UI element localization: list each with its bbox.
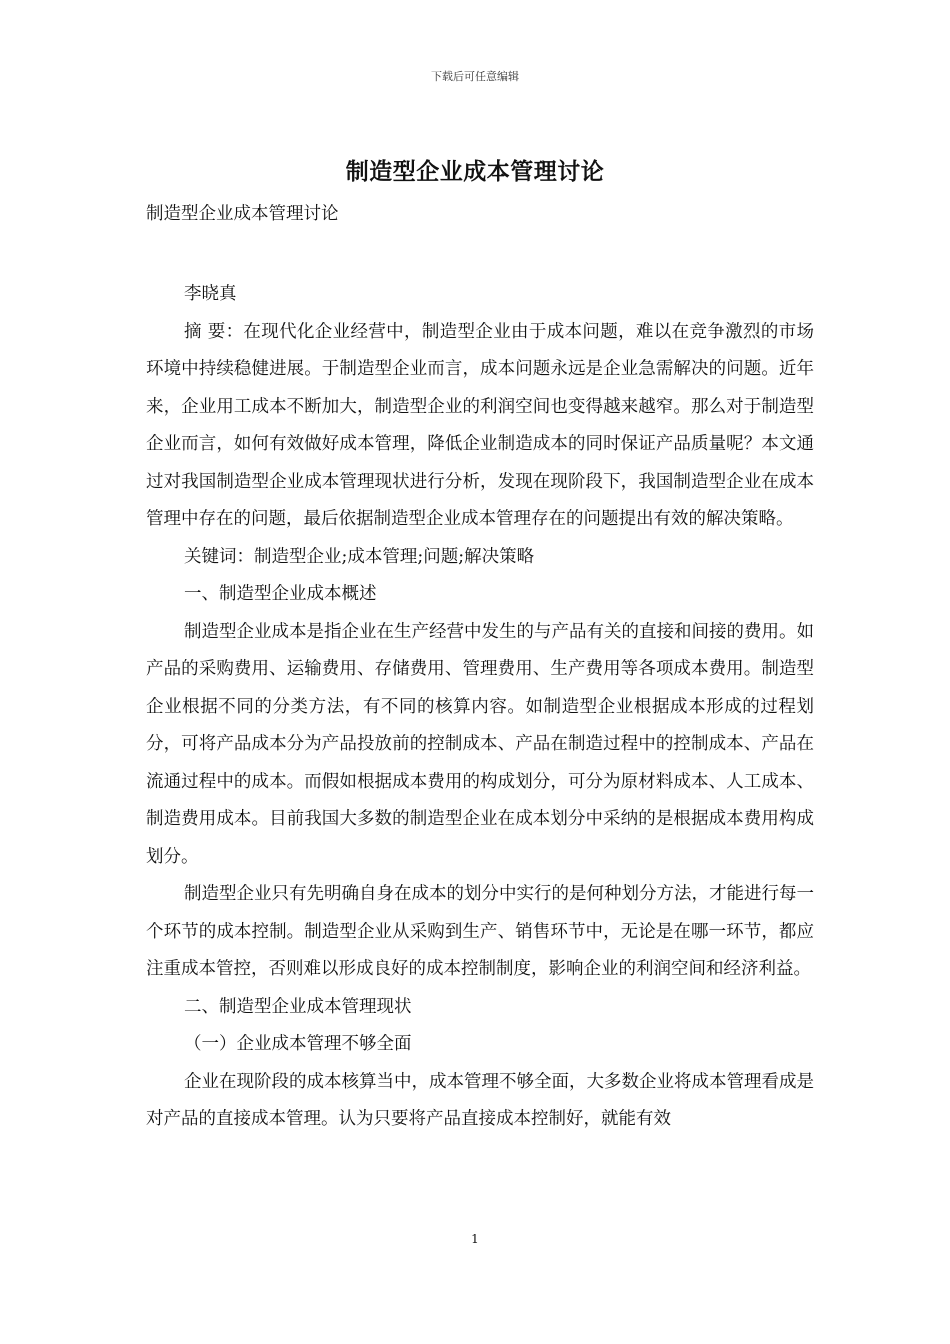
- body-paragraph: 企业在现阶段的成本核算当中，成本管理不够全面，大多数企业将成本管理看成是对产品的直接成本管理。认为只要将产品直接成本控制好，就能有效: [146, 1071, 814, 1129]
- body-paragraph: 制造型企业成本是指企业在生产经营中发生的与产品有关的直接和间接的费用。如产品的采购费用、运输费用、存储费用、管理费用、生产费用等各项成本费用。制造型企业根据不同的分类方法，有不同的核算内容。如制造型企业根据成本形成的过程划分，可将产品成本分为产品投放前的控制成本、产品在制造过程中的控制成本、产品在流通过程中的成本。而假如根据成本费用的构成划分，可分为原材料成本、人工成本、制造费用成本。目前我国大多数的制造型企业在成本划分中采纳的是根据成本费用构成划分。: [146, 621, 814, 867]
- section-heading-1: 一、制造型企业成本概述: [184, 584, 377, 604]
- section-heading-2: 二、制造型企业成本管理现状: [184, 996, 412, 1017]
- page-number: 1: [471, 1232, 479, 1246]
- document-subtitle: 制造型企业成本管理讨论: [146, 204, 339, 224]
- keywords-paragraph: 关键词：制造型企业;成本管理;问题;解决策略: [184, 546, 535, 567]
- author-line: 李晓真: [184, 284, 237, 304]
- header-note: 下载后可任意编辑: [431, 70, 519, 83]
- body-paragraph: 制造型企业只有先明确自身在成本的划分中实行的是何种划分方法，才能进行每一个环节的成本控制。制造型企业从采购到生产、销售环节中，无论是在哪一环节，都应注重成本管控，否则难以形成良好的成本控制制度，影响企业的利润空间和经济利益。: [146, 884, 814, 979]
- abstract-paragraph: 摘 要：在现代化企业经营中，制造型企业由于成本问题，难以在竞争激烈的市场环境中持续稳健进展。于制造型企业而言，成本问题永远是企业急需解决的问题。近年来，企业用工成本不断加大，制造型企业的利润空间也变得越来越窄。那么对于制造型企业而言，如何有效做好成本管理，降低企业制造成本的同时保证产品质量呢？本文通过对我国制造型企业成本管理现状进行分析，发现在现阶段下，我国制造型企业在成本管理中存在的问题，最后依据制造型企业成本管理存在的问题提出有效的解决策略。: [146, 321, 814, 529]
- document-body: [146, 276, 814, 1139]
- subsection-heading-1: （一）企业成本管理不够全面: [184, 1034, 412, 1054]
- document-title: 制造型企业成本管理讨论: [345, 158, 605, 185]
